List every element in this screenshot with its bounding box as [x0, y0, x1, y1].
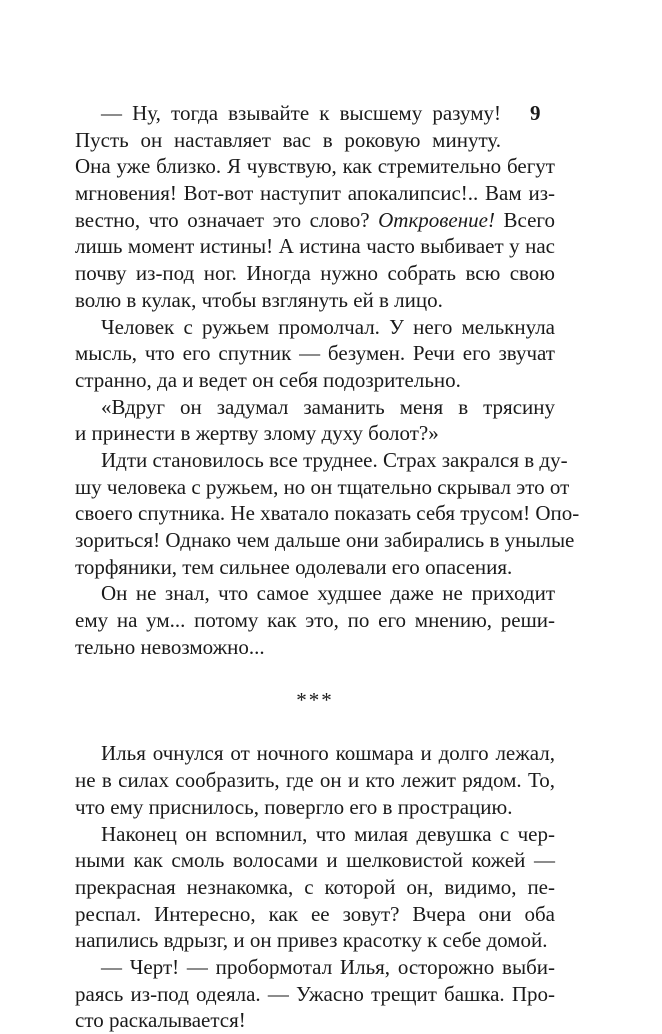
text-line: тельно невозможно... — [75, 634, 265, 659]
text-line: зориться! Однако чем дальше они забирались в унылые — [75, 528, 575, 552]
text-line: ными как смоль волосами и шелковистой кожей — — [75, 848, 555, 873]
text-line: странно, да и ведет он себя подозрительно. — [75, 367, 461, 392]
text-segment: вестно, что означает это слово? — [75, 207, 379, 232]
text-line: Пусть он наставляет вас в роковую минуту. — [75, 127, 501, 152]
text-line: сто раскалывается! — [75, 1008, 246, 1033]
text-line: и принести в жертву злому духу болот?» — [75, 421, 439, 446]
text-line: Идти становилось все труднее. Страх закрался в ду- — [101, 447, 568, 472]
text-line: мгновения! Вот-вот наступит апокалипсис!.. Вам из- — [75, 181, 555, 206]
page-number: 9 — [530, 101, 541, 125]
text-line: Он не знал, что самое худшее даже не приходит — [101, 581, 555, 606]
text-segment: Всего — [494, 207, 555, 232]
italic-word: Откровение! — [378, 207, 495, 232]
text-line: Она уже близко. Я чувствую, как стремительно бегут — [75, 154, 555, 179]
text-line: напились вдрызг, и он привез красотку к себе домой. — [75, 928, 548, 953]
text-line: лишь момент истины! А истина часто выбивает у нас — [75, 234, 555, 259]
page-text — [75, 100, 580, 1034]
text-line: респал. Интересно, как ее зовут? Вчера они оба — [75, 901, 555, 926]
text-line: шу человека с ружьем, но он тщательно скрывал это от — [75, 474, 570, 499]
text-line: — Ну, тогда взывайте к высшему разуму! — [101, 101, 501, 125]
text-line: раясь из-под одеяла. — Ужасно трещит башка. Про- — [75, 981, 555, 1006]
text-line: Наконец он вспомнил, что милая девушка с чер- — [101, 821, 555, 846]
text-line: волю в кулак, чтобы взглянуть ей в лицо. — [75, 287, 443, 312]
text-line: торфяники, тем сильнее одолевали его опасения. — [75, 554, 513, 579]
text-line — [75, 207, 555, 234]
section-separator: *** — [296, 688, 334, 713]
text-line: ему на ум... потому как это, по его мнению, реши- — [75, 608, 555, 633]
text-line: мысль, что его спутник — безумен. Речи его звучат — [75, 341, 555, 366]
text-line: — Черт! — пробормотал Илья, осторожно выби- — [101, 954, 555, 979]
text-line: почву из-под ног. Иногда нужно собрать всю свою — [75, 261, 555, 286]
text-line: Илья очнулся от ночного кошмара и долго лежал, — [101, 741, 555, 766]
text-line: не в силах сообразить, где он и кто лежит рядом. То, — [75, 768, 555, 793]
text-line: своего спутника. Не хватало показать себя трусом! Опо- — [75, 501, 580, 526]
text-line: прекрасная незнакомка, с которой он, видимо, пе- — [75, 874, 555, 899]
text-line: «Вдруг он задумал заманить меня в трясину — [101, 394, 555, 419]
text-line: Человек с ружьем промолчал. У него мелькнула — [101, 314, 555, 339]
text-line: что ему приснилось, повергло его в прострацию. — [75, 794, 513, 819]
